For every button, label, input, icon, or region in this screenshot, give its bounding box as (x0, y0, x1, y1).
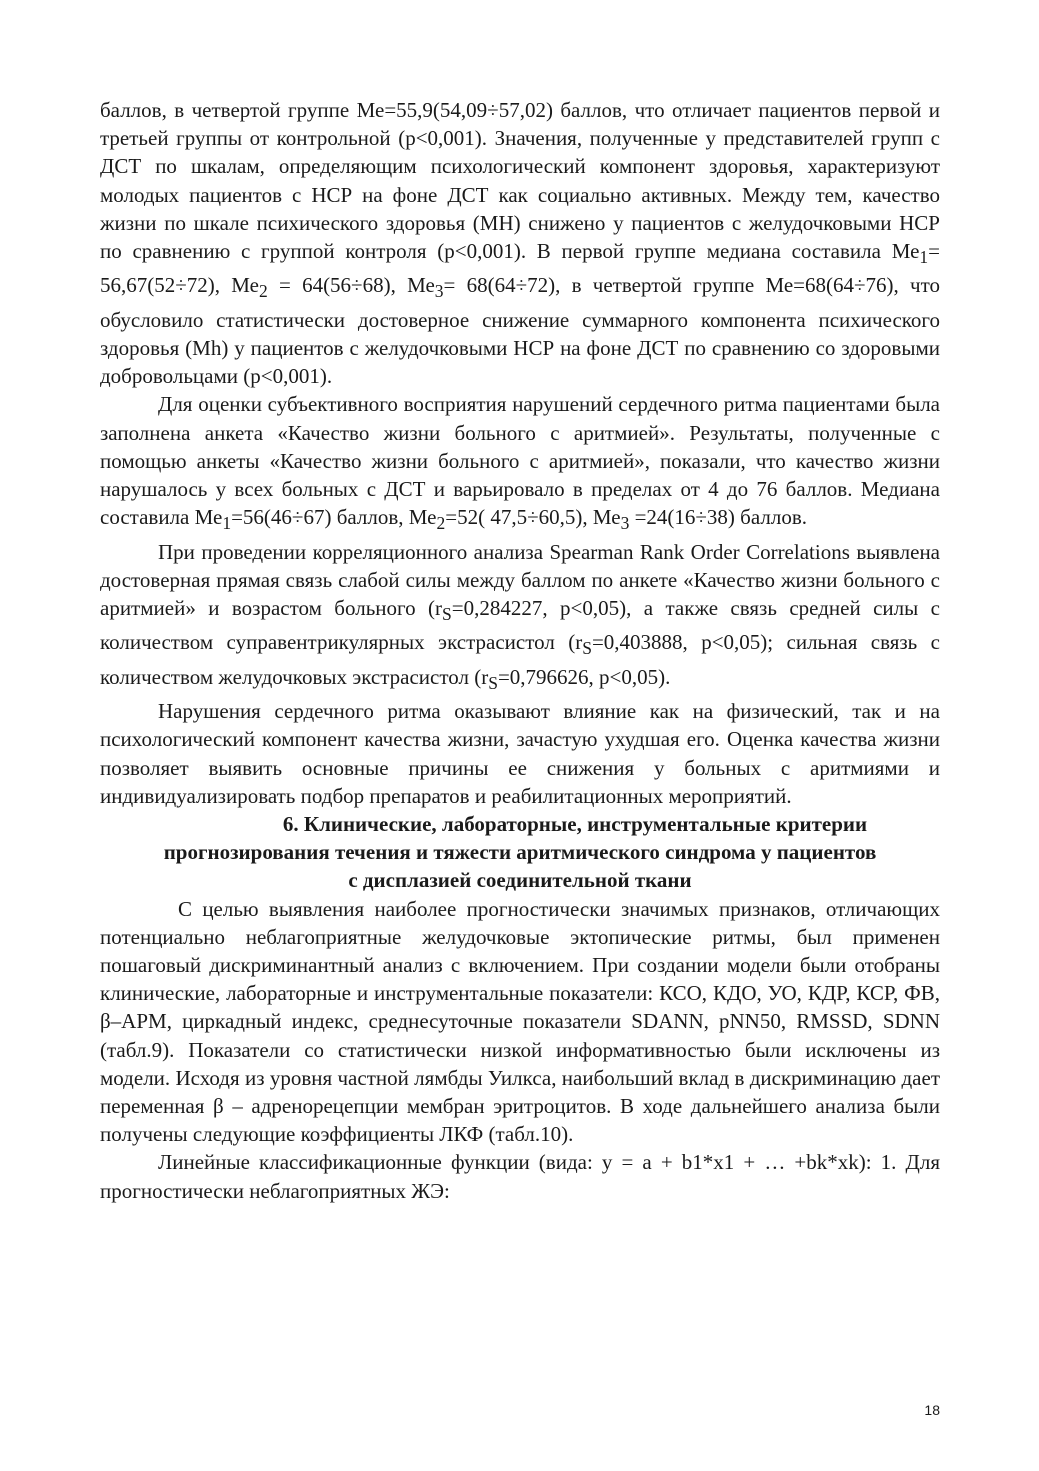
paragraph-discriminant-analysis: С целью выявления наиболее прогностически значимых признаков, отличающих потенциально неблагоприятные желудочковые эктопические ритмы, был применен пошаговый дискриминантный анализ с включением. При создании модели были отобраны клинические, лабораторные и инструментальные показатели: КСО, КДО, УО, КДР, КСР, ФВ, β–АРМ, циркадный индекс, среднесуточные показатели SDANN, pNN50, RMSSD, SDNN (табл.9). Показатели со статистически низкой информативностью были исключены из модели. Исходя из уровня частной лямбды Уилкса, наибольший вклад в дискриминацию дает переменная β – адренорецепции мембран эритроцитов. В ходе дальнейшего анализа были получены следующие коэффициенты ЛКФ (табл.10). (100, 896, 940, 1147)
paragraph-correlation-analysis: При проведении корреляционного анализа Spearman Rank Order Correlations выявлена достоверная прямая связь слабой силы между баллом по анкете «Качество жизни больного с аритмией» и возрастом больного ($r_S=0,284227$, р<0,05), а также связь средней силы с количеством суправентрикулярных экстрасистол ($r_S=0,403888$, р<0,05); сильная связь с количеством желудочковых экстрасистол ($r_S=0,796626$, р<0,05). (100, 539, 940, 693)
paragraph-qol-mental-health: баллов, в четвертой группе Ме=55,9(54,09÷57,02) баллов, что отличает пациентов первой и третьей группы от контрольной (р<0,001). Значения, полученные у представителей групп с ДСТ по шкалам, определяющим психологический компонент здоровья, характеризуют молодых пациентов с НСР на фоне ДСТ как социально активных. Между тем, качество жизни по шкале психического здоровья (МН) снижено у пациентов с желудочковыми НСР по сравнению с группой контроля (р<0,001). В первой группе медиана составила $Ме_1= 56,67(52\div 72)$, $Ме_2 = 64(56\div 68)$, $Ме_3= 68(64\div 72)$, в четвертой группе Ме=68(64÷76), что обусловило статистически достоверное снижение суммарного компонента психического здоровья (Mh) у пациентов с желудочковыми НСР на фоне ДСТ по сравнению со здоровыми добровольцами (р<0,001). (100, 98, 940, 389)
section-title (100, 810, 940, 895)
paragraph-linear-functions: Линейные классификационные функции (вида: y = a + b1*x1 + … +bk*xk): 1. Для прогностически неблагоприятных ЖЭ: (100, 1150, 940, 1203)
paragraph-arrhythmia-questionnaire: Для оценки субъективного восприятия нарушений сердечного ритма пациентами была заполнена анкета «Качество жизни больного с аритмией». Результаты, полученные с помощью анкеты «Качество жизни больного с аритмией», показали, что качество жизни нарушалось у всех больных с ДСТ и варьировало в пределах от 4 до 76 баллов. Медиана составила $Ме_1=56(46\div 67)$ баллов, $Ме_2=52$( 47,5÷60,5), $Ме_3 =24(16\div 38)$ баллов. (100, 392, 940, 534)
section-title-line-1: 6. Клинические, лабораторные, инструментальные критерии (282, 812, 868, 836)
page-number: 18 (924, 1402, 940, 1418)
paragraph-rhythm-disorders-impact: Нарушения сердечного ритма оказывают влияние как на физический, так и на психологический компонент качества жизни, зачастую ухудшая его. Оценка качества жизни позволяет выявить основные причины ее снижения у больных с аритмиями и индивидуализировать подбор препаратов и реабилитационных мероприятий. (100, 699, 940, 808)
section-title-line-2: прогнозирования течения и тяжести аритмического синдрома у пациентов (163, 840, 877, 865)
section-title-line-3: с дисплазией соединительной ткани (348, 868, 692, 893)
document-page (100, 96, 940, 1205)
